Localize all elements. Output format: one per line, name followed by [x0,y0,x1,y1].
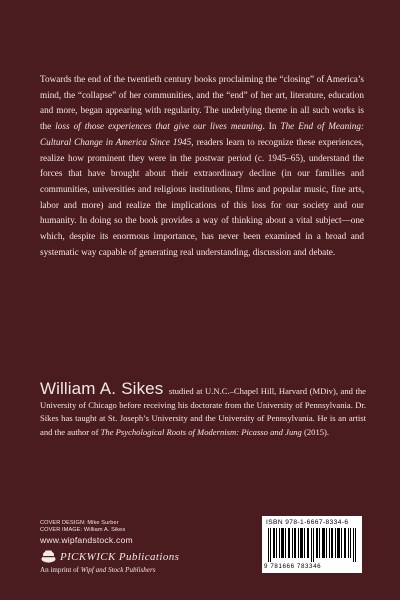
author-previous-book-title: The Psychological Roots of Modernism: Picasso and Jung [100,426,302,437]
publisher-name: PICKWICK Publications [60,551,180,563]
author-bio-text-1: studied at U.N.C.–Chapel Hill, Harvard (MDiv), and the University of Chicago before receiving his doctorate from the University of Pennsylvania. Dr. Sikes has taught at St. Joseph’s University and the University of Pennsylvania. He is an artist and the author of [40,386,366,437]
blurb-text-1: Towards the end of the twentieth century books proclaiming the “closing” of America’s mind, the “collapse” of her communities, and the “end” of her art, literature, education and more, began appearing with regularity. The underlying theme in all such works is the [40,74,364,132]
author-name: William A. Sikes [40,379,164,398]
author-bio-text-2: (2015). [301,426,330,437]
barcode [266,528,358,562]
isbn-digits: 9 781666 783346 [264,563,322,570]
author-bio [40,379,366,439]
imprint-prefix: An imprint of [40,566,81,574]
cover-credits [40,520,125,534]
publisher-imprint [40,566,240,574]
blurb-text-2: . In [262,121,281,132]
isbn-barcode-box [262,516,362,573]
imprint-name: Wipf and Stock Publishers [80,566,156,574]
publisher-website: www.wipfandstock.com [40,535,133,545]
blurb-paragraph [40,72,364,260]
blurb-italic-theme: loss of those experiences that give our lives meaning [55,121,263,132]
cover-image-credit: COVER IMAGE: William A. Sikes [40,526,126,533]
cover-design-credit: COVER DESIGN: Mike Surber [40,520,119,526]
book-title-italic: The End of Meaning: Cultural Change in America Since 1945 [40,121,364,147]
isbn-label: ISBN 978-1-6667-8334-6 [266,519,349,526]
blurb-text-3: , readers learn to recognize these experiences, realize how prominent they were in the postwar period (c. 1945–65), understand the forces that have brought about their extraordinary decline (in our families and communities, universities and religious institutions, films and popular music, fine arts, labor and more) and realize the implications of this loss for our society and our humanity. In doing so the book provides a way of thinking about a vital subject—one which, despite its enormous importance, has never been examined in a broad and systematic way capable of generating real understanding, discussion and debate. [40,136,364,257]
pickwick-logo-icon [40,550,57,564]
publisher-block [40,550,240,574]
